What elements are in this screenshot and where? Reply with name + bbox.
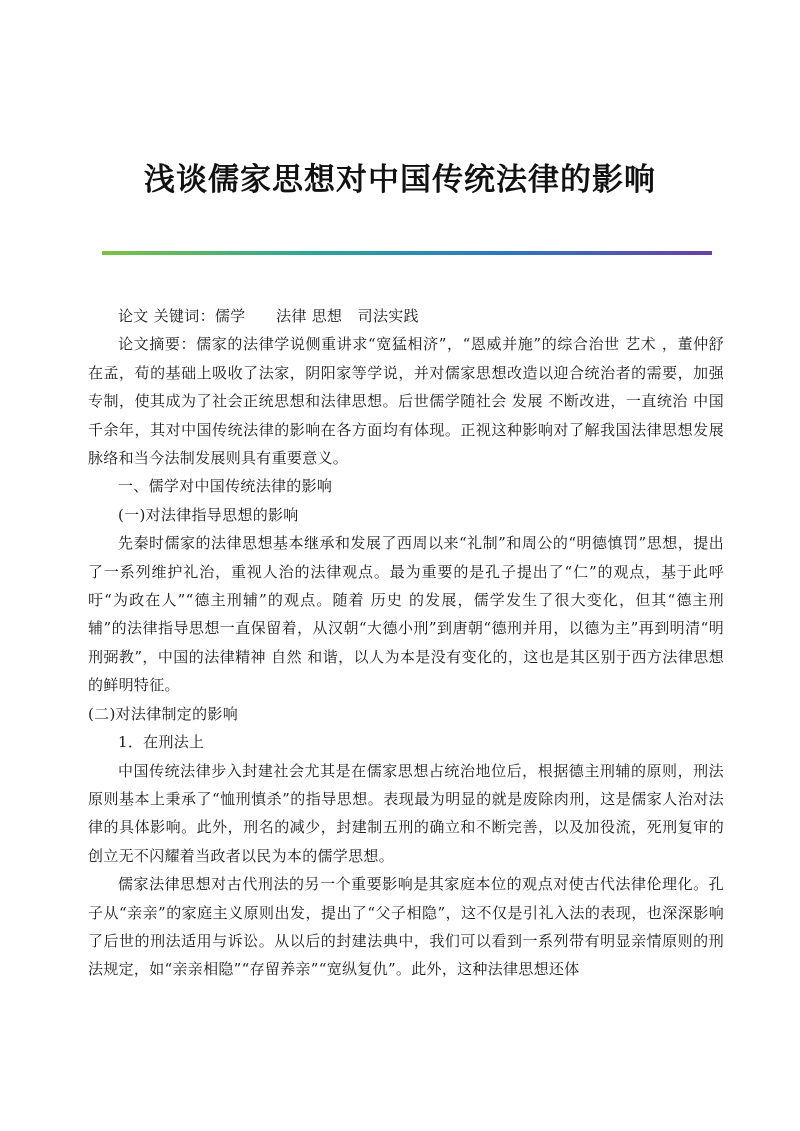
body-paragraph: 先秦时儒家的法律思想基本继承和发展了西周以来“礼制”和周公的“明德慎罚”思想，提出了一系列维护礼治，重视人治的法律观点。最为重要的是孔子提出了“仁”的观点，基于此呼吁“为政在人”“德主刑辅”的观点。随着 历史 的发展，儒学发生了很大变化，但其“德主刑辅”的法律指导思想一直保留着，从汉朝“大德小刑”到唐朝“德刑并用，以德为主”再到明清“明刑弼教”，中国的法律精神 自然 和谐，以人为本是没有变化的，这也是其区别于西方法律思想的鲜明特征。 <box>88 534 724 695</box>
keywords-line: 论文 关键词：儒学 法律 思想 司法实践 <box>118 307 419 325</box>
abstract-paragraph: 论文摘要：儒家的法律学说侧重讲求“宽猛相济”，“恩威并施”的综合治世 艺术 ，董仲舒在孟，荀的基础上吸收了法家，阴阳家等学说，并对儒家思想改造以迎合统治者的需要，加强专制，使其成为了社会正统思想和法律思想。后世儒学随社会 发展 不断改进，一直统治 中国 千余年，其对中国传统法律的影响在各方面均有体现。正视这种影响对了解我国法律思想发展脉络和当今法制发展则具有重要意义。 <box>88 335 724 468</box>
body-paragraph: 中国传统法律步入封建社会尤其是在儒家思想占统治地位后，根据德主刑辅的原则，刑法原则基本上秉承了“恤刑慎杀”的指导思想。表现最为明显的就是废除肉刑，这是儒家人治对法律的具体影响。此外，刑名的减少，封建制五刑的确立和不断完善，以及加役流，死刑复审的创立无不闪耀着当政者以民为本的儒学思想。 <box>88 761 724 865</box>
page-title: 浅谈儒家思想对中国传统法律的影响 <box>144 162 656 198</box>
section-heading: 一、儒学对中国传统法律的影响 <box>118 477 333 496</box>
subsection-heading: (一)对法律指导思想的影响 <box>118 505 299 524</box>
title-divider <box>102 251 712 255</box>
document-body <box>88 302 724 984</box>
body-paragraph: 儒家法律思想对古代刑法的另一个重要影响是其家庭本位的观点对使古代法律伦理化。孔子从“亲亲”的家庭主义原则出发，提出了“父子相隐”，这不仅是引礼入法的表现，也深深影响了后世的刑法适用与诉讼。从以后的封建法典中，我们可以看到一系列带有明显亲情原则的刑法规定，如“亲亲相隐”“存留养亲”“宽纵复仇”。此外，这种法律思想还体 <box>88 875 724 979</box>
subsection-heading: (二)对法律制定的影响 <box>88 704 239 723</box>
item-heading: 1．在刑法上 <box>118 733 205 752</box>
